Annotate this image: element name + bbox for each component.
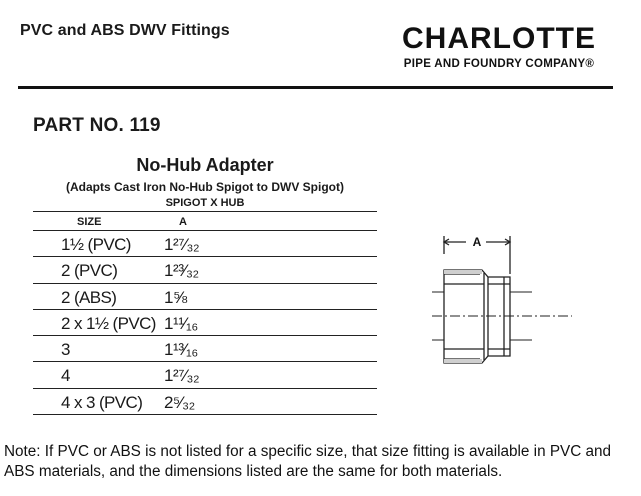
column-header-a: A: [179, 216, 187, 228]
company-logo: [383, 24, 615, 70]
fitting-diagram: [432, 232, 572, 367]
logo-wordmark: CHARLOTTE: [402, 22, 596, 55]
cell-a: 1²³⁄₃₂: [164, 261, 199, 281]
cell-size: 3: [61, 340, 70, 360]
dimension-label: A: [472, 235, 482, 249]
footnote: Note: If PVC or ABS is not listed for a specific size, that size fitting is available in PVC and ABS materials, and the dimensions listed are the same for both materials.: [4, 443, 612, 480]
cell-size: 2 (PVC): [61, 261, 118, 281]
page-title: PVC and ABS DWV Fittings: [20, 22, 230, 39]
cell-size: 2 x 1½ (PVC): [61, 313, 156, 333]
table-row: [33, 362, 377, 388]
dimension-table: [33, 211, 377, 415]
table-row: [33, 257, 377, 283]
table-row: [33, 231, 377, 257]
cell-size: 4 x 3 (PVC): [61, 392, 143, 412]
table-header: [33, 211, 377, 231]
cell-a: 1¹³⁄₁₆: [164, 340, 198, 360]
part-number: PART NO. 119: [33, 115, 161, 136]
table-row: [33, 336, 377, 362]
cell-a: 1²⁷⁄₃₂: [164, 235, 200, 254]
cell-a: 1⅝: [164, 287, 187, 307]
table-row: [33, 310, 377, 336]
cell-size: 2 (ABS): [61, 287, 117, 307]
header-divider: [18, 86, 613, 89]
cell-a: 1¹¹⁄₁₆: [164, 313, 198, 333]
cell-size: 1½ (PVC): [61, 235, 131, 254]
connection-type: SPIGOT X HUB: [165, 197, 245, 209]
product-description: (Adapts Cast Iron No-Hub Spigot to DWV Spigot): [66, 180, 344, 194]
cell-size: 4: [61, 366, 70, 386]
table-row: [33, 284, 377, 310]
product-name: No-Hub Adapter: [136, 155, 274, 175]
cell-a: 2⁵⁄₃₂: [164, 392, 195, 412]
column-header-size: SIZE: [77, 216, 102, 228]
cell-a: 1²⁷⁄₃₂: [164, 366, 200, 386]
table-row: [33, 389, 377, 415]
logo-tagline: PIPE AND FOUNDRY COMPANY®: [403, 58, 595, 70]
